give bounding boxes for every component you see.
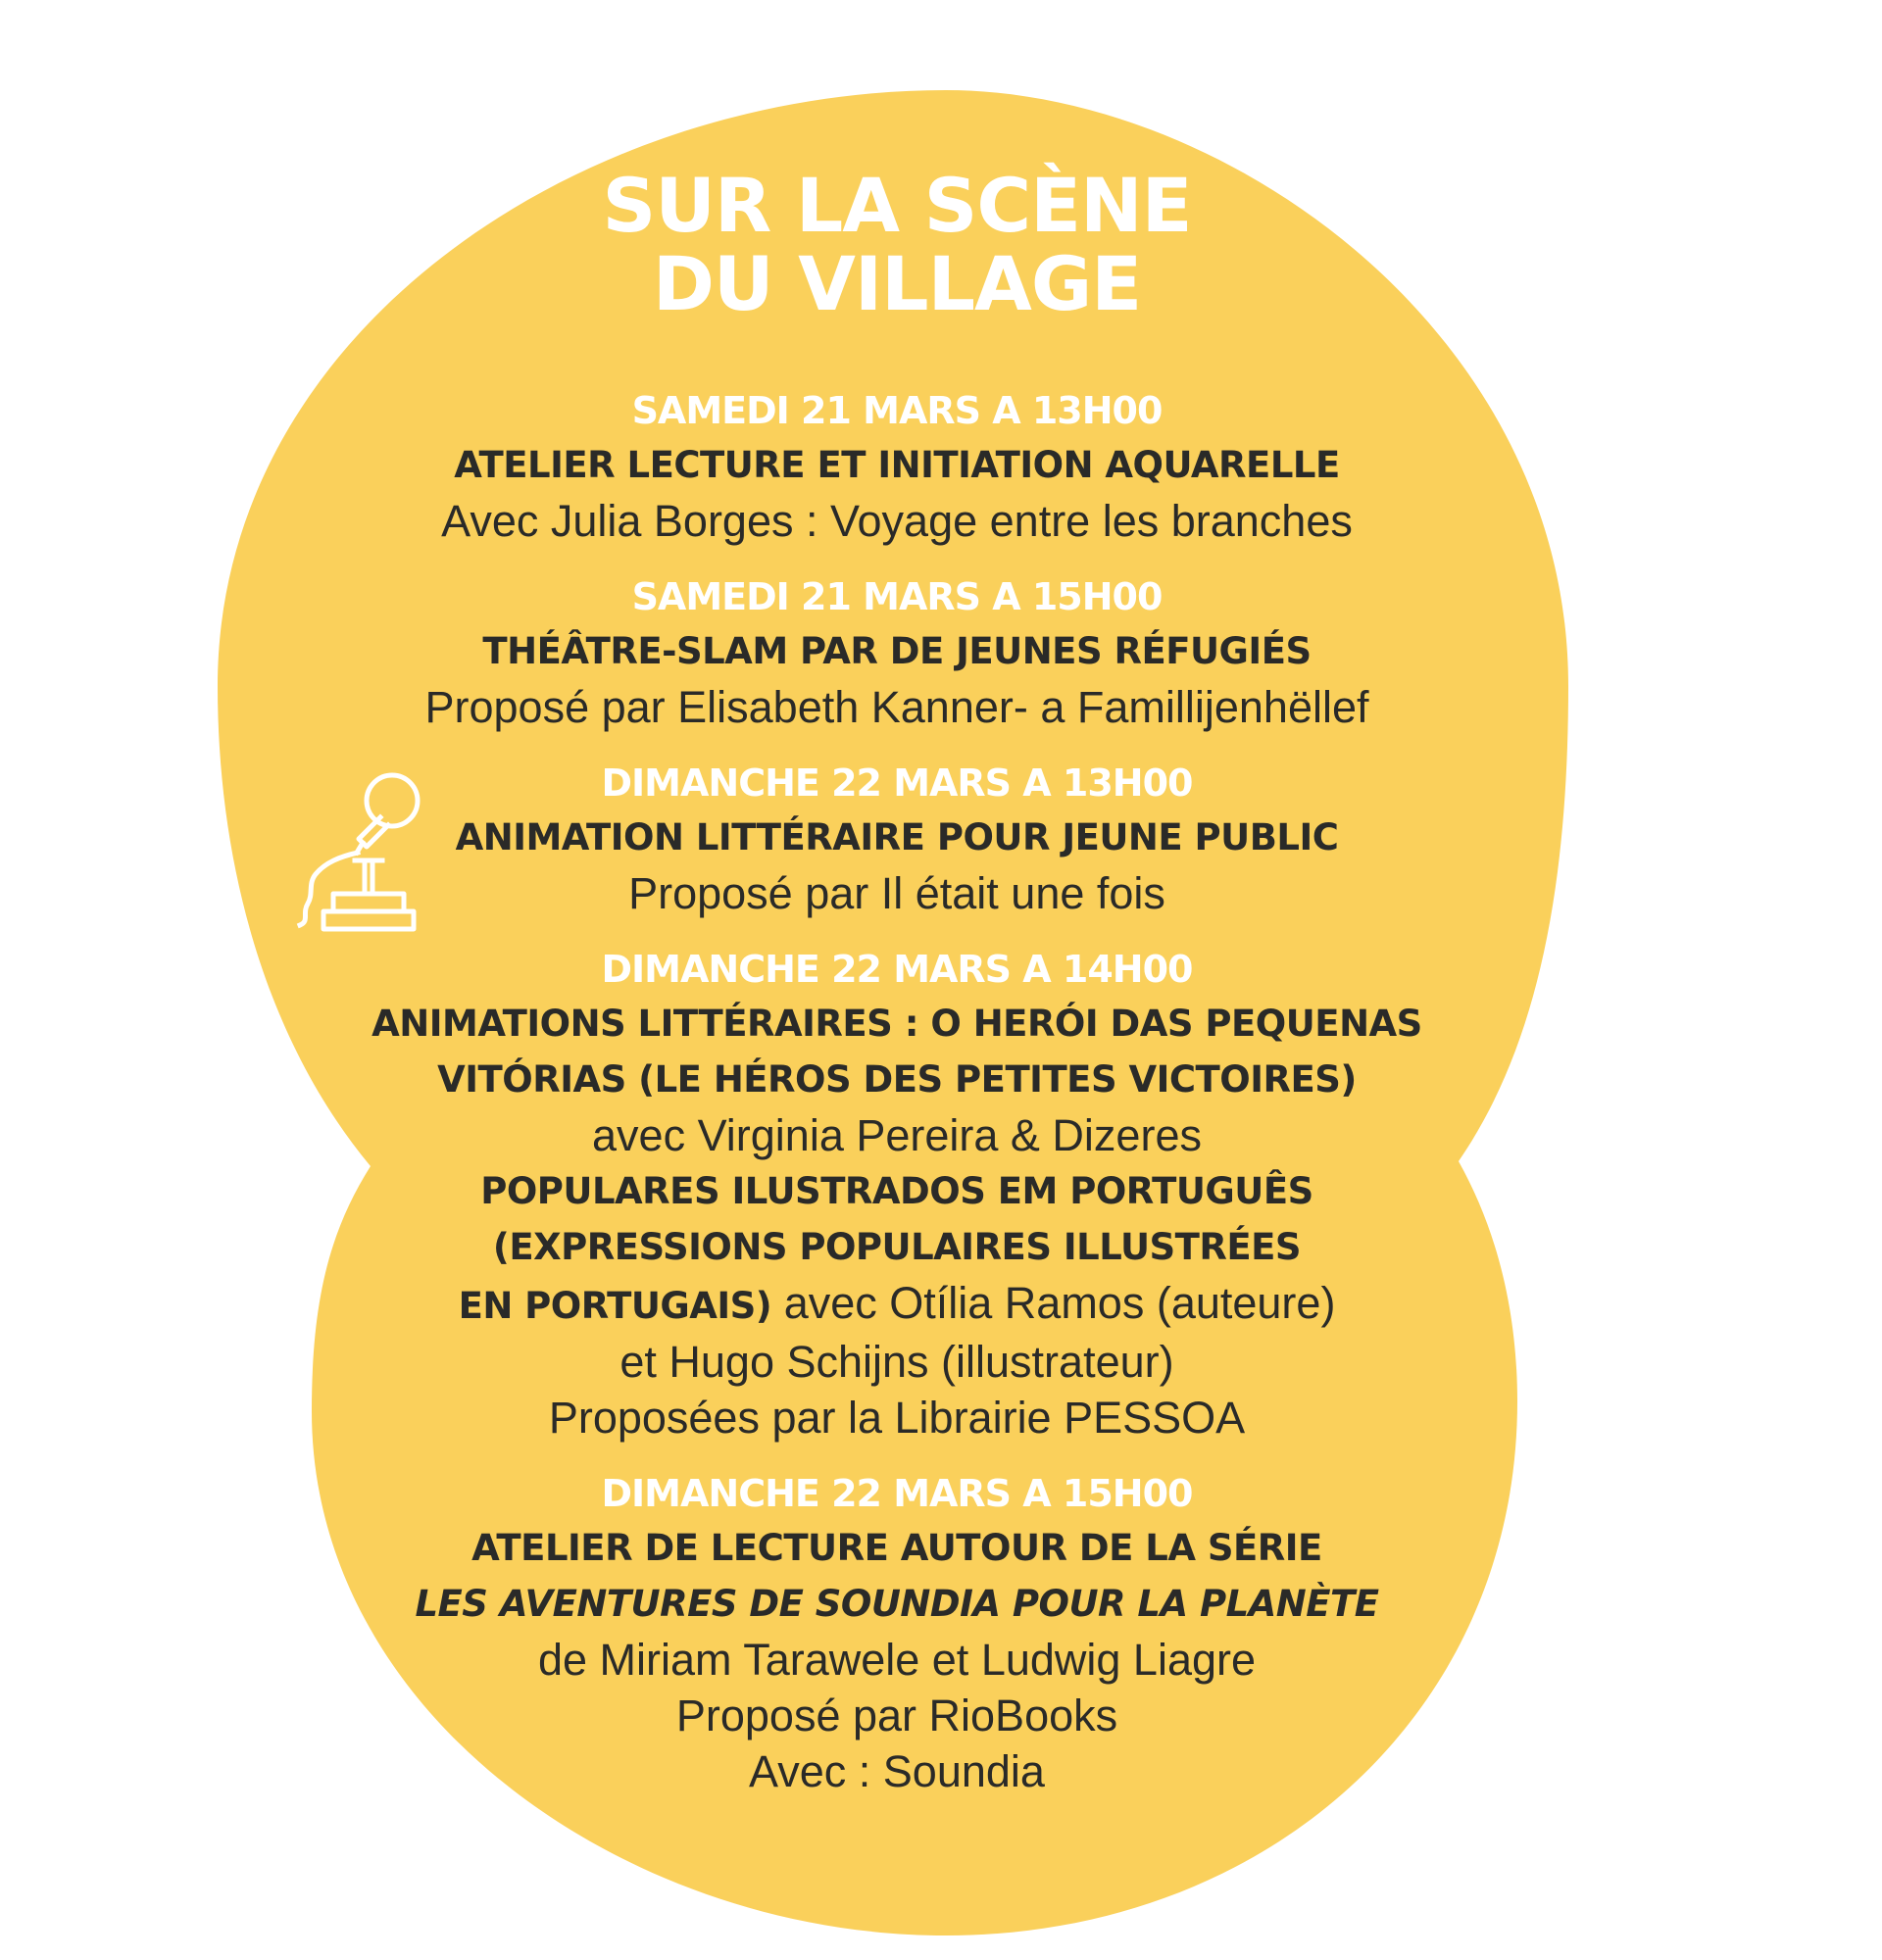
- event-2: [304, 570, 1490, 735]
- event-4: [304, 943, 1490, 1446]
- title-line-2: DU VILLAGE: [652, 240, 1142, 327]
- event-title-line: VITÓRIAS (LE HÉROS DES PETITES VICTOIRES): [437, 1058, 1357, 1101]
- page-title: [304, 162, 1490, 327]
- event-detail: Proposé par RioBooks: [675, 1690, 1118, 1740]
- event-1: [304, 384, 1490, 549]
- event-detail: Avec Julia Borges : Voyage entre les branches: [441, 496, 1353, 546]
- event-subtitle-plain: avec Otília Ramos (auteure): [771, 1278, 1336, 1328]
- program-content: [304, 162, 1490, 1821]
- event-list: [304, 384, 1490, 1799]
- title-line-1: SUR LA SCÈNE: [602, 162, 1192, 249]
- event-detail: Avec : Soundia: [749, 1746, 1045, 1796]
- event-series-title: LES AVENTURES DE SOUNDIA POUR LA PLANÈTE: [415, 1583, 1379, 1625]
- event-date: DIMANCHE 22 MARS A 14H00: [601, 948, 1193, 991]
- event-with: avec Virginia Pereira & Dizeres: [592, 1110, 1202, 1160]
- event-detail: de Miriam Tarawele et Ludwig Liagre: [537, 1635, 1257, 1685]
- event-title: ATELIER LECTURE ET INITIATION AQUARELLE: [454, 444, 1340, 486]
- event-subtitle-mixed: [304, 1275, 1490, 1334]
- event-5: [304, 1467, 1490, 1799]
- event-date: DIMANCHE 22 MARS A 13H00: [601, 761, 1193, 805]
- event-detail: Proposé par Elisabeth Kanner- a Famillijenhëllef: [424, 682, 1369, 732]
- event-detail: Proposées par la Librairie PESSOA: [548, 1393, 1246, 1443]
- event-title: ATELIER DE LECTURE AUTOUR DE LA SÉRIE: [471, 1527, 1322, 1569]
- event-title: THÉÂTRE-SLAM PAR DE JEUNES RÉFUGIÉS: [482, 630, 1312, 672]
- event-date: DIMANCHE 22 MARS A 15H00: [601, 1472, 1193, 1515]
- event-title: ANIMATION LITTÉRAIRE POUR JEUNE PUBLIC: [455, 816, 1339, 858]
- event-title-line: ANIMATIONS LITTÉRAIRES : O HERÓI DAS PEQUENAS: [371, 1003, 1422, 1045]
- event-date: SAMEDI 21 MARS A 15H00: [631, 575, 1163, 618]
- event-subtitle-line: POPULARES ILUSTRADOS EM PORTUGUÊS: [480, 1170, 1313, 1212]
- event-detail: et Hugo Schijns (illustrateur): [619, 1337, 1174, 1387]
- event-subtitle-line: (EXPRESSIONS POPULAIRES ILLUSTRÉES: [492, 1226, 1302, 1268]
- event-date: SAMEDI 21 MARS A 13H00: [631, 389, 1163, 432]
- event-subtitle-bold: EN PORTUGAIS): [458, 1285, 772, 1327]
- event-3: [304, 757, 1490, 921]
- event-detail: Proposé par Il était une fois: [628, 868, 1165, 918]
